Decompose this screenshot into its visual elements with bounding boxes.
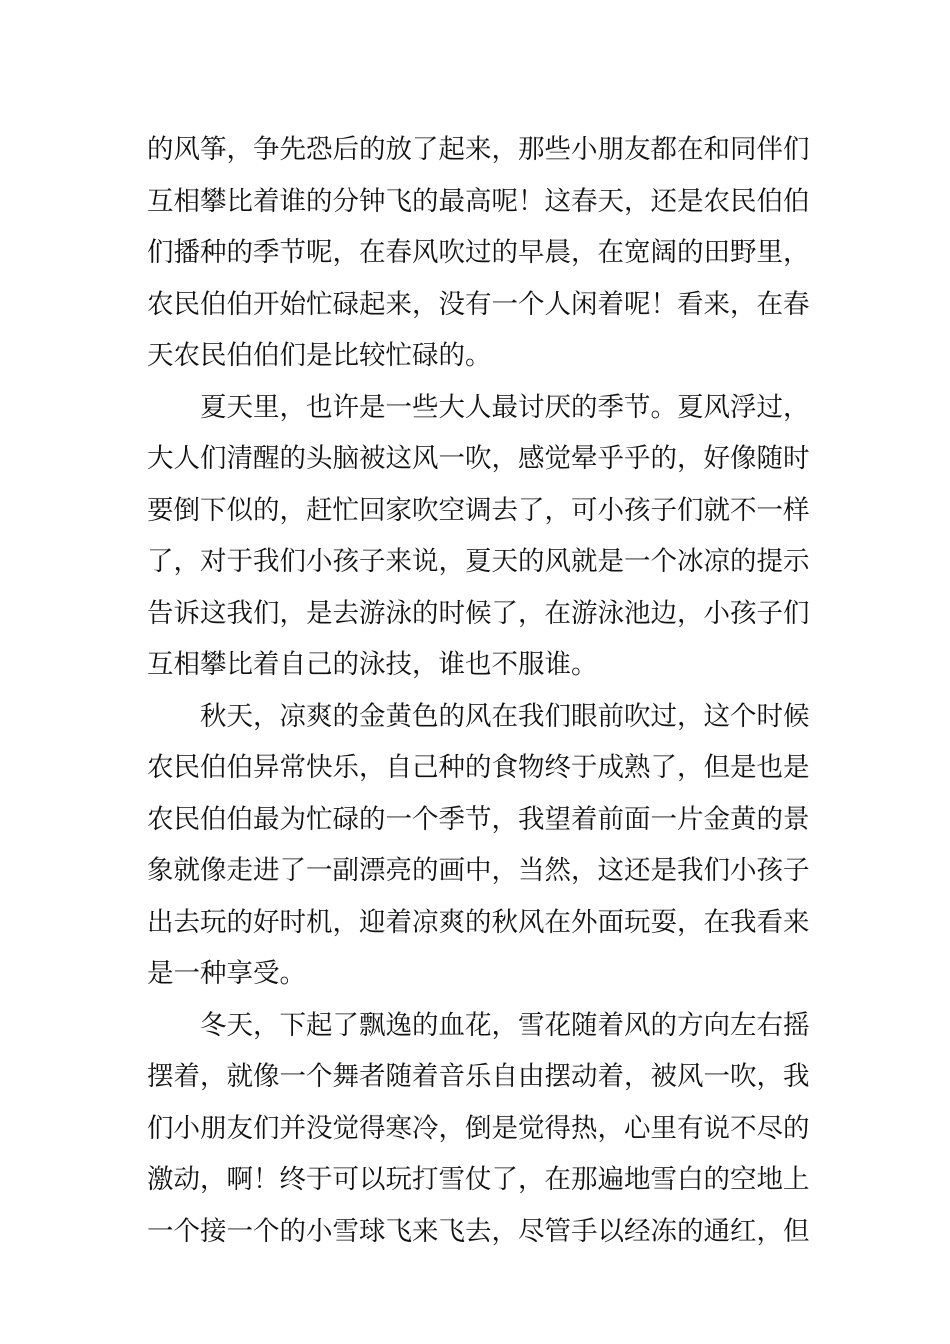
text-line: 摆着，就像一个舞者随着音乐自由摆动着，被风一吹，我 xyxy=(147,1061,810,1092)
paragraph-spring-continued xyxy=(147,124,810,382)
text-line: 是一种享受。 xyxy=(147,958,306,989)
text-line: 一个接一个的小雪球飞来飞去，尽管手以经冻的通红，但 xyxy=(147,1215,810,1247)
text-line: 激动，啊！终于可以玩打雪仗了，在那遍地雪白的空地上 xyxy=(147,1164,810,1195)
text-line: 大人们清醒的头脑被这风一吹，感觉晕乎乎的，好像随时 xyxy=(147,443,810,474)
text-line: 互相攀比着自己的泳技，谁也不服谁。 xyxy=(147,649,598,680)
article-body xyxy=(147,124,810,1257)
text-line: 要倒下似的，赶忙回家吹空调去了，可小孩子们就不一样 xyxy=(147,494,810,526)
text-line: 夏天里，也许是一些大人最讨厌的季节。夏风浮过， xyxy=(200,391,810,423)
text-line: 们小朋友们并没觉得寒冷，倒是觉得热，心里有说不尽的 xyxy=(147,1112,810,1144)
text-line: 告诉这我们，是去游泳的时候了，在游泳池边，小孩子们 xyxy=(147,597,810,629)
text-line: 出去玩的好时机，迎着凉爽的秋风在外面玩耍，在我看来 xyxy=(147,906,810,938)
paragraph-winter xyxy=(147,1000,810,1258)
paragraph-summer xyxy=(147,382,810,691)
text-line: 们播种的季节呢，在春风吹过的早晨，在宽阔的田野里， xyxy=(147,237,810,268)
text-line: 冬天，下起了飘逸的血花，雪花随着风的方向左右摇 xyxy=(200,1009,810,1041)
text-line: 了，对于我们小孩子来说，夏天的风就是一个冰凉的提示 xyxy=(147,546,810,577)
paragraph-autumn xyxy=(147,691,810,1000)
text-line: 象就像走进了一副漂亮的画中，当然，这还是我们小孩子 xyxy=(147,855,810,886)
text-line: 农民伯伯最为忙碌的一个季节，我望着前面一片金黄的景 xyxy=(147,803,810,835)
text-line: 秋天，凉爽的金黄色的风在我们眼前吹过，这个时候 xyxy=(200,700,810,732)
text-line: 农民伯伯开始忙碌起来，没有一个人闲着呢！看来，在春 xyxy=(147,288,810,320)
text-line: 农民伯伯异常快乐，自己种的食物终于成熟了，但是也是 xyxy=(147,752,810,783)
text-line: 天农民伯伯们是比较忙碌的。 xyxy=(147,340,492,371)
text-line: 的风筝，争先恐后的放了起来，那些小朋友都在和同伴们 xyxy=(147,134,810,165)
text-line: 互相攀比着谁的分钟飞的最高呢！这春天，还是农民伯伯 xyxy=(147,185,810,217)
